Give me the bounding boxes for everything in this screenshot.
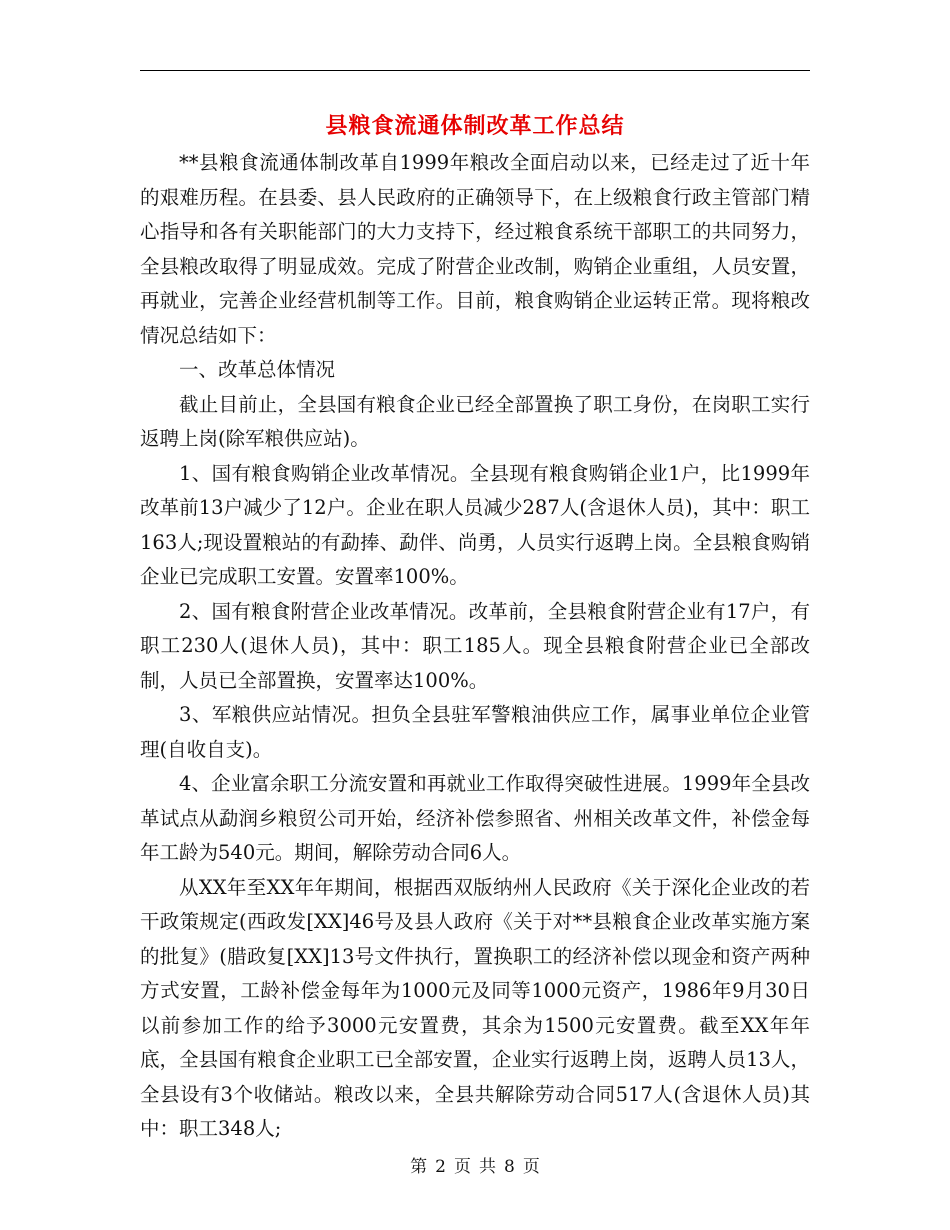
paragraph-item-3: 3、军粮供应站情况。担负全县驻军警粮油供应工作，属事业单位企业管理(自收自支)。	[140, 703, 810, 761]
footer-page-word: 页	[454, 1157, 471, 1177]
document-body	[140, 146, 810, 1147]
paragraph-overview: 截止目前止，全县国有粮食企业已经全部置换了职工身份，在岗职工实行返聘上岗(除军粮供应站)。	[140, 392, 810, 450]
paragraph-item-4: 4、企业富余职工分流安置和再就业工作取得突破性进展。1999年全县改革试点从勐润乡粮贸公司开始，经济补偿参照省、州相关改革文件，补偿金每年工龄为540元。期间，解除劳动合同6人。	[140, 772, 810, 864]
paragraph-item-2: 2、国有粮食附营企业改革情况。改革前，全县粮食附营企业有17户，有职工230人(退休人员)，其中：职工185人。现全县粮食附营企业已全部改制，人员已全部置换，安置率达100%。	[140, 599, 810, 692]
footer-total-pages: 8	[504, 1157, 515, 1177]
page-footer	[0, 1152, 950, 1177]
document-title: 县粮食流通体制改革工作总结	[325, 113, 625, 139]
footer-suffix: 页	[522, 1157, 540, 1177]
footer-prefix: 第	[410, 1157, 428, 1177]
footer-total-word: 共	[479, 1157, 496, 1177]
section-heading: 一、改革总体情况	[179, 358, 336, 381]
paragraph-intro: **县粮食流通体制改革自1999年粮改全面启动以来，已经走过了近十年的艰难历程。在县委、县人民政府的正确领导下，在上级粮食行政主管部门精心指导和各有关职能部门的大力支持下，经过粮食系统干部职工的共同努力，全县粮改取得了明显成效。完成了附营企业改制，购销企业重组，人员安置，再就业，完善企业经营机制等工作。目前，粮食购销企业运转正常。现将粮改情况总结如下：	[140, 151, 810, 347]
header-rule	[140, 70, 810, 71]
paragraph-item-1: 1、国有粮食购销企业改革情况。全县现有粮食购销企业1户，比1999年改革前13户减少了12户。企业在职人员减少287人(含退休人员)，其中：职工163人;现设置粮站的有勐捧、勐伴、尚勇，人员实行返聘上岗。全县粮食购销企业已完成职工安置。安置率100%。	[140, 461, 810, 588]
paragraph-compensation: 从XX年至XX年年期间，根据西双版纳州人民政府《关于深化企业改的若干政策规定(西政发[XX]46号及县人政府《关于对**县粮食企业改革实施方案的批复》(腊政复[XX]13号文件执行，置换职工的经济补偿以现金和资产两种方式安置，工龄补偿金每年为1000元及同等1000元资产，1986年9月30日以前参加工作的给予3000元安置费，其余为1500元安置费。截至XX年年底，全县国有粮食企业职工已全部安置，企业实行返聘上岗，返聘人员13人，全县设有3个收储站。粮改以来，全县共解除劳动合同517人(含退休人员)其中：职工348人;	[140, 875, 810, 1140]
footer-current-page: 2	[435, 1157, 446, 1177]
